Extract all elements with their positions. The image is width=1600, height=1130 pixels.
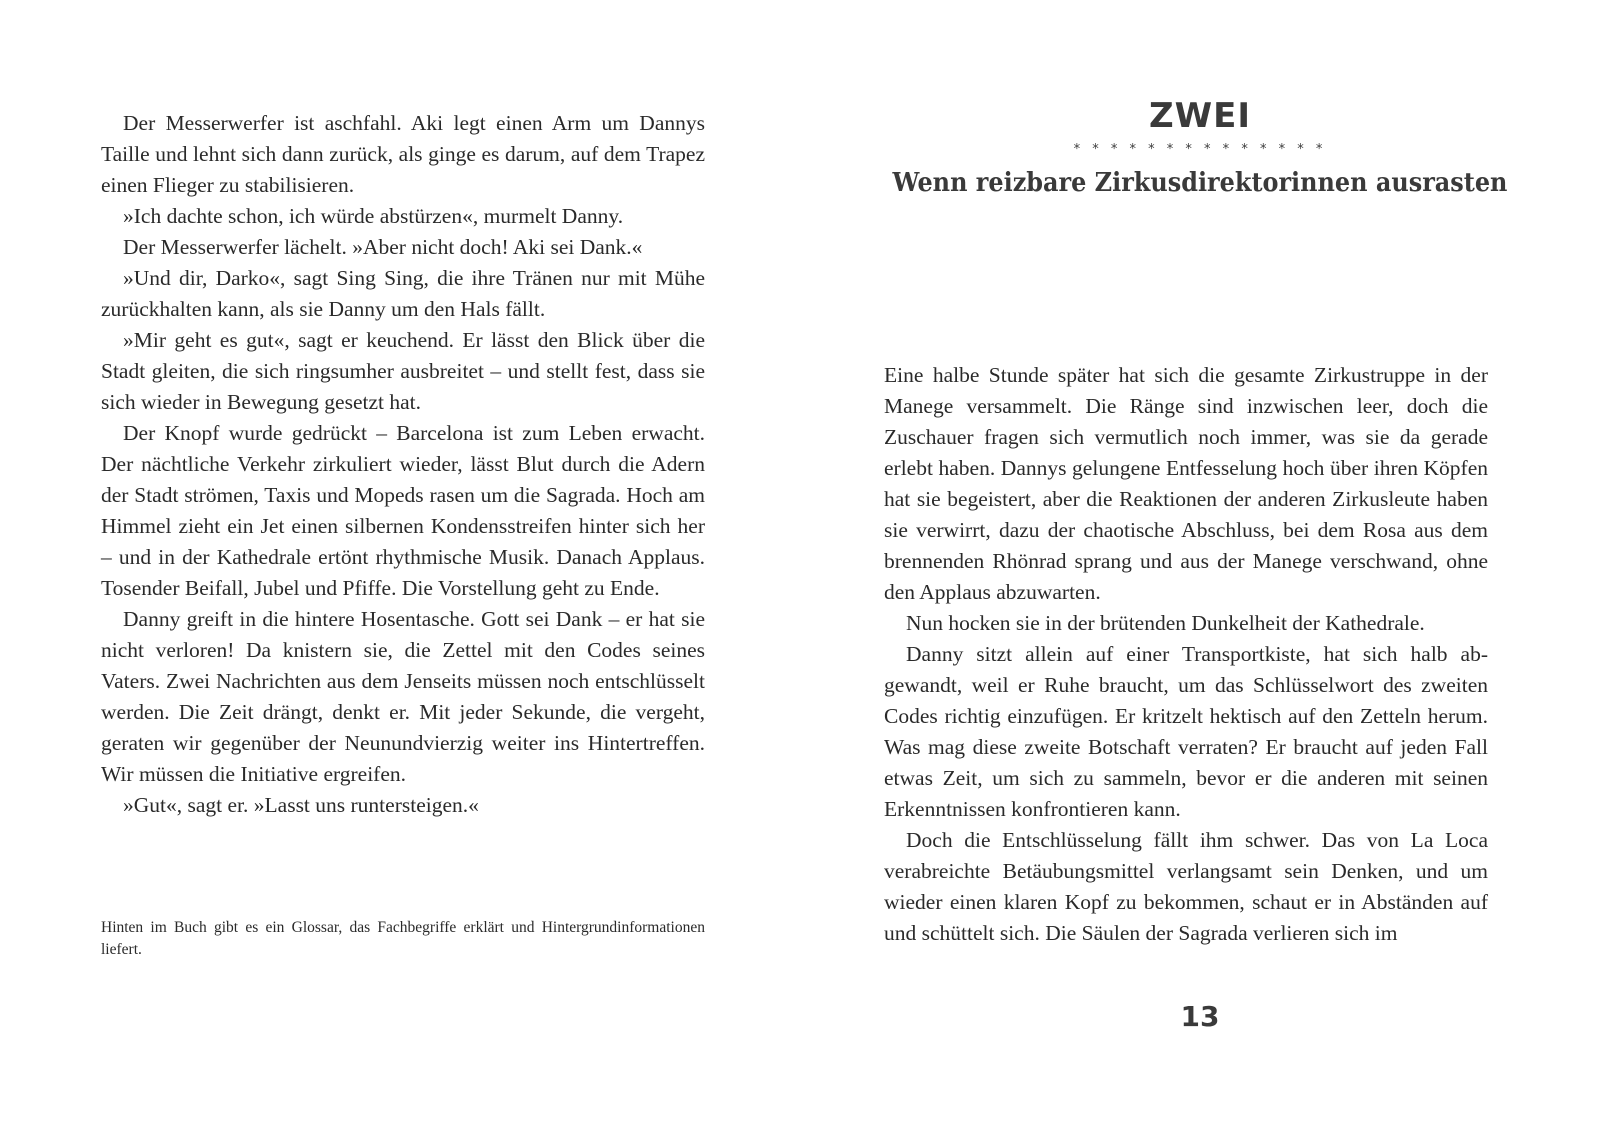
paragraph: Nun hocken sie in der brütenden Dunkelheit der Kathedrale. (906, 611, 1425, 635)
paragraph: »Mir geht es gut«, sagt er keuchend. Er lässt den Blick über die Stadt gleiten, die sich ringsumher ausbreitet – und stellt fest, dass sie sich wieder in Bewegung gesetzt hat. (101, 328, 705, 414)
chapter-number: ZWEI (1148, 96, 1252, 136)
paragraph: »Gut«, sagt er. »Lasst uns runtersteigen.« (123, 793, 479, 817)
chapter-ornament: * * * * * * * * * * * * * * (1073, 142, 1327, 157)
paragraph: Eine halbe Stunde später hat sich die gesamte Zirkustruppe in der Manege versammelt. Die Ränge sind inzwischen leer, doch die Zuschauer fragen sich vermutlich noch immer, was sie da gerade erlebt haben. Dannys gelungene Entfesselung hoch über ihren Köpfen hat sie begeistert, aber die Reaktionen der anderen Zirkusleute haben sie verwirrt, dazu der chaotische Abschluss, bei dem Rosa aus dem brennenden Rhönrad sprang und aus der Manege verschwand, ohne den Applaus abzuwarten. (884, 363, 1488, 604)
right-page (800, 0, 1600, 1130)
paragraph: Der Messerwerfer lächelt. »Aber nicht doch! Aki sei Dank.« (123, 235, 643, 259)
paragraph: »Und dir, Darko«, sagt Sing Sing, die ihre Tränen nur mit Mühe zurückhalten kann, als sie Danny um den Hals fällt. (101, 266, 705, 321)
paragraph: »Ich dachte schon, ich würde abstürzen«, murmelt Danny. (123, 204, 624, 228)
right-page-body (884, 360, 1488, 949)
footnote: Hinten im Buch gibt es ein Glossar, das Fachbegriffe erklärt und Hintergrundinformationen liefert. (101, 919, 705, 958)
paragraph: Der Messerwerfer ist aschfahl. Aki legt einen Arm um Dannys Taille und lehnt sich dann zurück, als ginge es darum, auf dem Trapez einen Flieger zu stabilisieren. (101, 111, 705, 197)
chapter-title: Wenn reizbare Zirkusdirektorinnen ausrasten (892, 168, 1508, 198)
paragraph: Der Knopf wurde gedrückt – Barcelona ist zum Leben erwacht. Der nächtliche Verkehr zirkuliert wieder, lässt Blut durch die Adern der Stadt strömen, Taxis und Mopeds rasen um die Sagrada. Hoch am Himmel zieht ein Jet einen silbernen Kondensstreifen hinter sich her – und in der Kathedrale ertönt rhythmische Musik. Danach Applaus. Tosender Beifall, Jubel und Pfiffe. Die Vorstellung geht zu Ende. (101, 421, 705, 600)
paragraph: Doch die Entschlüsselung fällt ihm schwer. Das von La Loca verabreichte Betäubungsmittel verlangsamt sein Denken, und um wieder einen klaren Kopf zu bekommen, schaut er in Abständen auf und schüttelt sich. Die Säulen der Sagrada verlieren sich im (884, 828, 1488, 945)
paragraph: Danny greift in die hintere Hosentasche. Gott sei Dank – er hat sie nicht verloren! Da knistern sie, die Zettel mit den Codes seines Vaters. Zwei Nachrichten aus dem Jenseits müssen noch entschlüsselt werden. Die Zeit drängt, denkt er. Mit jeder Sekunde, die vergeht, geraten wir gegenüber der Neunundvierzig weiter ins Hintertreffen. Wir müssen die Initiative ergreifen. (101, 607, 705, 786)
left-page-body (101, 108, 705, 821)
paragraph: Danny sitzt allein auf einer Transportkiste, hat sich halb abgewandt, weil er Ruhe braucht, um das Schlüsselwort des zweiten Codes richtig einzufügen. Er kritzelt hektisch auf den Zetteln herum. Was mag diese zweite Botschaft verraten? Er braucht auf jeden Fall etwas Zeit, um sich zu sammeln, bevor er die anderen mit seinen Erkenntnissen konfrontieren kann. (884, 642, 1488, 821)
page-number: 13 (1180, 1000, 1220, 1033)
